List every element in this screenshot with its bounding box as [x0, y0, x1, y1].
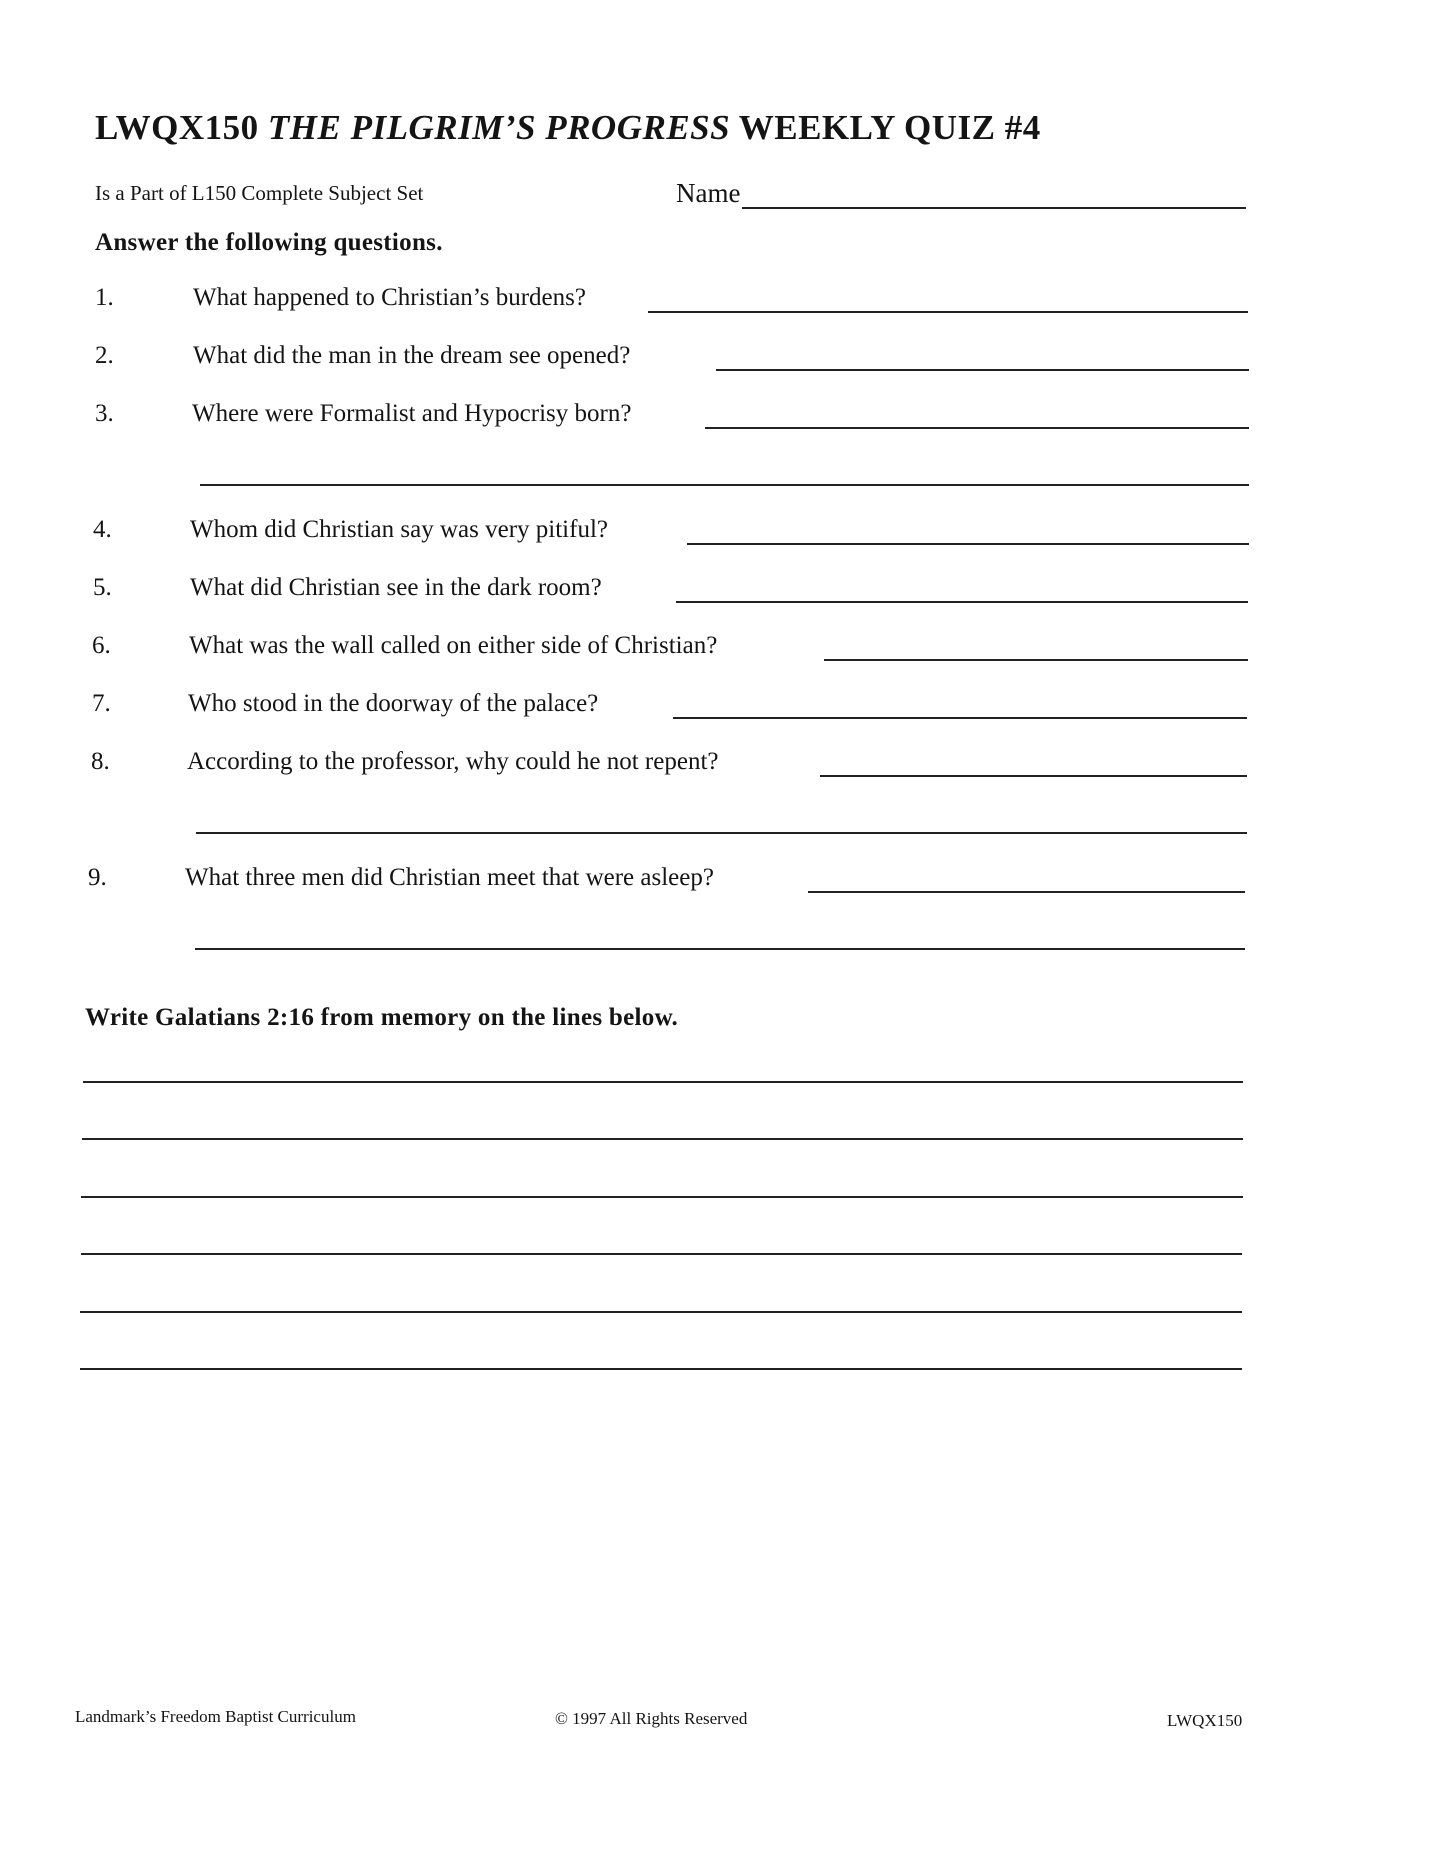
name-line[interactable]: [742, 179, 1246, 209]
answer-line-3b[interactable]: [200, 484, 1249, 486]
question-8: [91, 744, 1241, 778]
answer-line-3[interactable]: [705, 427, 1249, 429]
question-3: [95, 396, 1245, 430]
question-text: Where were Formalist and Hypocrisy born?: [192, 400, 632, 427]
answer-line-9[interactable]: [808, 891, 1245, 893]
question-6: [92, 628, 1242, 662]
question-9: [88, 860, 1248, 894]
memory-line-5[interactable]: [80, 1311, 1242, 1313]
question-text: What happened to Christian’s burdens?: [193, 284, 586, 311]
footer-copyright: © 1997 All Rights Reserved: [555, 1709, 748, 1728]
memory-line-2[interactable]: [82, 1138, 1243, 1140]
memory-line-4[interactable]: [81, 1253, 1242, 1255]
question-text: What did Christian see in the dark room?: [190, 574, 602, 601]
name-field[interactable]: [676, 178, 1246, 209]
question-text: According to the professor, why could he not repent?: [187, 748, 719, 775]
question-text: Whom did Christian say was very pitiful?: [190, 516, 608, 543]
question-number: 1.: [95, 284, 114, 311]
question-4: [93, 512, 1243, 546]
answer-line-8[interactable]: [820, 775, 1247, 777]
memory-line-6[interactable]: [80, 1368, 1242, 1370]
memory-line-1[interactable]: [83, 1081, 1243, 1083]
title-code: LWQX150: [95, 108, 259, 147]
question-text: Who stood in the doorway of the palace?: [188, 690, 599, 717]
answer-line-6[interactable]: [824, 659, 1248, 661]
name-label: Name: [676, 178, 741, 208]
worksheet-title: [95, 108, 1041, 148]
answer-line-4[interactable]: [687, 543, 1249, 545]
title-book: THE PILGRIM’S PROGRESS: [267, 108, 731, 147]
title-suffix: WEEKLY QUIZ #4: [738, 108, 1041, 147]
subtitle: Is a Part of L150 Complete Subject Set: [95, 181, 424, 205]
question-number: 2.: [95, 342, 114, 369]
question-number: 6.: [92, 632, 111, 659]
answer-line-9b[interactable]: [195, 948, 1245, 950]
question-7: [92, 686, 1242, 720]
memory-line-3[interactable]: [81, 1196, 1243, 1198]
question-number: 8.: [91, 748, 110, 775]
answer-line-7[interactable]: [673, 717, 1247, 719]
answer-line-5[interactable]: [676, 601, 1248, 603]
question-1: [95, 280, 1245, 314]
question-text: What three men did Christian meet that were asleep?: [185, 864, 714, 891]
question-text: What was the wall called on either side of Christian?: [189, 632, 718, 659]
question-2: [95, 338, 1245, 372]
memory-verse-instructions: Write Galatians 2:16 from memory on the lines below.: [85, 1004, 679, 1031]
footer-publisher: Landmark’s Freedom Baptist Curriculum: [75, 1707, 356, 1726]
question-text: What did the man in the dream see opened?: [193, 342, 631, 369]
question-number: 3.: [95, 400, 114, 427]
question-5: [93, 570, 1243, 604]
answer-line-2[interactable]: [716, 369, 1249, 371]
instructions: Answer the following questions.: [95, 229, 443, 256]
question-number: 4.: [93, 516, 112, 543]
question-number: 9.: [88, 864, 107, 891]
question-number: 7.: [92, 690, 111, 717]
answer-line-8b[interactable]: [196, 832, 1247, 834]
answer-line-1[interactable]: [648, 311, 1248, 313]
question-number: 5.: [93, 574, 112, 601]
footer-code: LWQX150: [1167, 1711, 1243, 1730]
